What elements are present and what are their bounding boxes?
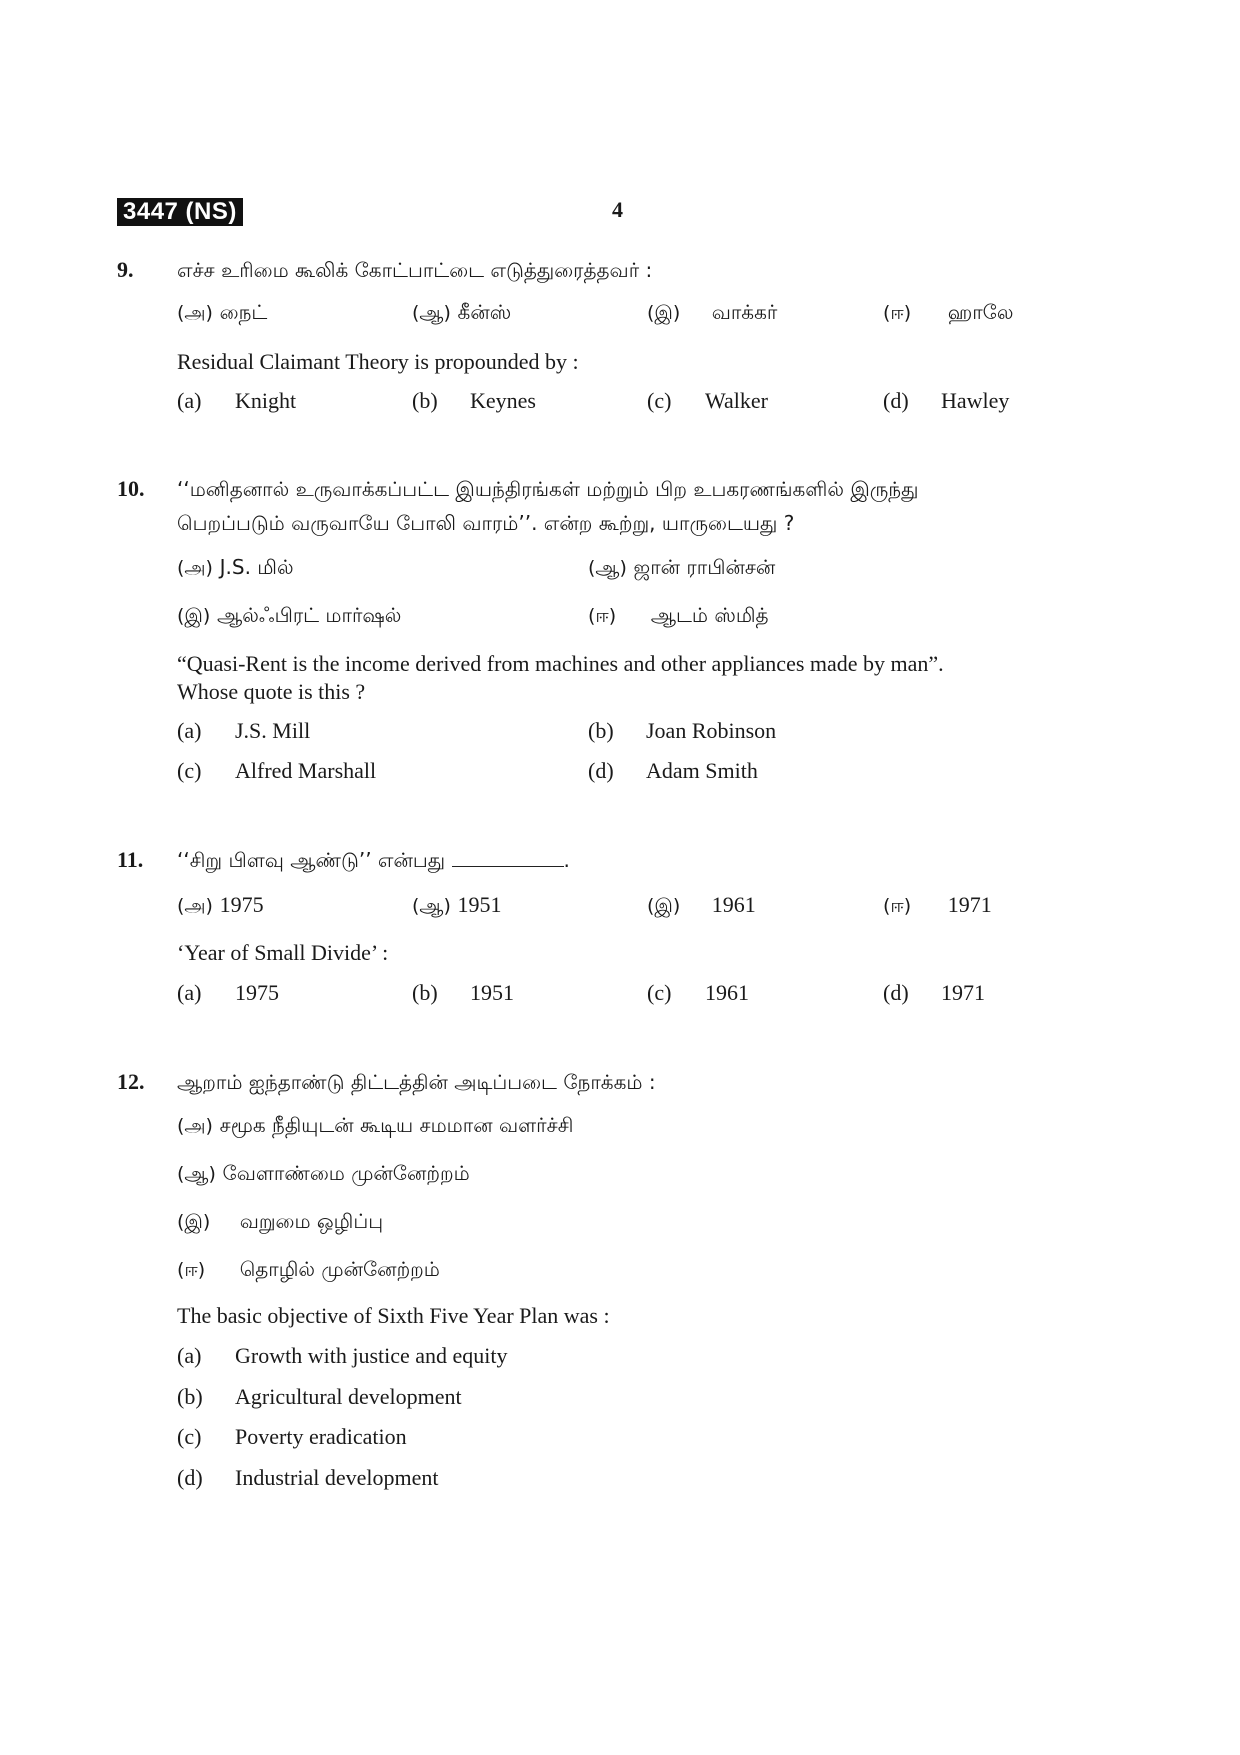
option-english-a xyxy=(177,718,310,744)
question-number: 10. xyxy=(117,476,145,501)
question-number: 11. xyxy=(117,847,144,872)
option-english-b xyxy=(588,718,776,744)
option-label: (அ) xyxy=(177,302,213,324)
option-english-b xyxy=(177,1384,462,1410)
option-label: (ஆ) xyxy=(177,1163,216,1185)
question-text-english: Residual Claimant Theory is propounded by : xyxy=(177,349,579,374)
option-tamil-a xyxy=(177,892,264,920)
option-english-c xyxy=(177,1424,407,1450)
question-text-english: ‘Year of Small Divide’ : xyxy=(177,940,389,965)
option-text: சமூக நீதியுடன் கூடிய சமமான வளர்ச்சி xyxy=(219,1113,574,1137)
option-label: (d) xyxy=(883,388,909,413)
option-label: (ஈ) xyxy=(883,302,912,324)
question-text-tamil-line2: பெறப்படும் வருவாயே போலி வாரம்’’. என்ற கூற்று, யாருடையது ? xyxy=(177,511,795,535)
option-text: Agricultural development xyxy=(235,1384,462,1409)
option-text: Joan Robinson xyxy=(646,718,777,743)
option-text: Industrial development xyxy=(235,1465,439,1490)
option-text: நைட் xyxy=(219,300,268,324)
option-english-a xyxy=(177,388,296,414)
option-text: 1961 xyxy=(711,892,756,917)
option-english-c xyxy=(647,980,749,1006)
option-label: (a) xyxy=(177,980,202,1005)
option-tamil-b xyxy=(412,892,502,920)
option-text: 1971 xyxy=(941,980,985,1005)
option-label: (ஈ) xyxy=(883,895,912,917)
option-tamil-c xyxy=(177,1209,383,1236)
option-text: ஆடம் ஸ்மித் xyxy=(650,603,769,627)
option-text: ஜான் ராபின்சன் xyxy=(633,555,776,579)
option-label: (a) xyxy=(177,718,202,743)
option-text: Knight xyxy=(235,388,297,413)
option-text: 1961 xyxy=(705,980,749,1005)
option-text: Alfred Marshall xyxy=(235,758,377,783)
option-label: (அ) xyxy=(177,895,213,917)
option-label: (b) xyxy=(177,1384,203,1409)
question-text-tamil-end: . xyxy=(563,848,570,872)
option-tamil-c xyxy=(647,892,756,920)
option-text: வாக்கர் xyxy=(711,300,778,324)
option-text: Adam Smith xyxy=(646,758,758,783)
question-number: 12. xyxy=(117,1069,145,1094)
option-text: 1951 xyxy=(457,892,502,917)
option-tamil-d xyxy=(177,1257,440,1284)
option-text: Keynes xyxy=(470,388,536,413)
option-label: (c) xyxy=(647,980,672,1005)
option-label: (c) xyxy=(647,388,672,413)
option-label: (d) xyxy=(177,1465,203,1490)
option-tamil-c xyxy=(647,300,777,327)
question-text-english: The basic objective of Sixth Five Year Plan was : xyxy=(177,1303,610,1328)
option-text: ஹாலே xyxy=(947,300,1014,324)
option-english-d xyxy=(883,980,985,1006)
option-text: J.S. Mill xyxy=(235,718,311,743)
option-tamil-b xyxy=(412,300,511,327)
question-text-tamil-line1: ‘‘மனிதனால் உருவாக்கப்பட்ட இயந்திரங்கள் மற்றும் பிற உபகரணங்களில் இருந்து xyxy=(177,477,919,501)
option-text: கீன்ஸ் xyxy=(457,300,512,324)
option-tamil-b xyxy=(588,555,775,582)
option-english-b xyxy=(412,980,514,1006)
option-tamil-a xyxy=(177,300,267,327)
option-text: ஆல்ஃபிரட் மார்ஷல் xyxy=(217,603,402,627)
fill-in-blank xyxy=(452,848,564,867)
question-text-tamil: ஆறாம் ஐந்தாண்டு திட்டத்தின் அடிப்படை நோக்கம் : xyxy=(177,1070,656,1094)
option-label: (a) xyxy=(177,388,202,413)
option-label: (அ) xyxy=(177,557,213,579)
option-english-b xyxy=(412,388,536,414)
option-label: (d) xyxy=(883,980,909,1005)
option-label: (ஆ) xyxy=(412,302,451,324)
option-tamil-b xyxy=(177,1161,470,1188)
option-label: (b) xyxy=(412,388,438,413)
option-label: (b) xyxy=(588,718,614,743)
option-tamil-d xyxy=(588,603,769,630)
option-text: 1951 xyxy=(470,980,514,1005)
page-number: 4 xyxy=(612,197,623,222)
option-tamil-d xyxy=(883,300,1013,327)
option-label: (ஈ) xyxy=(588,605,617,627)
question-text-tamil: எச்ச உரிமை கூலிக் கோட்பாட்டை எடுத்துரைத்தவர் : xyxy=(177,258,653,282)
option-label: (b) xyxy=(412,980,438,1005)
option-text: J.S. மில் xyxy=(219,555,294,579)
option-text: 1971 xyxy=(947,892,992,917)
option-label: (அ) xyxy=(177,1115,213,1137)
option-tamil-a xyxy=(177,1113,573,1140)
option-tamil-d xyxy=(883,892,992,920)
option-english-c xyxy=(177,758,376,784)
option-english-d xyxy=(883,388,1009,414)
option-tamil-a xyxy=(177,555,294,582)
question-text-tamil-main: ‘‘சிறு பிளவு ஆண்டு’’ என்பது xyxy=(177,848,446,872)
option-label: (இ) xyxy=(647,302,681,324)
option-label: (இ) xyxy=(177,605,211,627)
option-label: (இ) xyxy=(647,895,681,917)
option-text: Poverty eradication xyxy=(235,1424,407,1449)
option-text: Growth with justice and equity xyxy=(235,1343,508,1368)
option-text: வறுமை ஒழிப்பு xyxy=(239,1209,384,1233)
option-text: தொழில் முன்னேற்றம் xyxy=(239,1257,440,1281)
option-english-a xyxy=(177,980,279,1006)
option-english-a xyxy=(177,1343,508,1369)
option-english-d xyxy=(588,758,758,784)
option-text: Walker xyxy=(705,388,768,413)
question-text-english-line2: Whose quote is this ? xyxy=(177,679,366,704)
option-text: Hawley xyxy=(941,388,1010,413)
option-english-c xyxy=(647,388,768,414)
option-label: (இ) xyxy=(177,1211,211,1233)
option-text: வேளாண்மை முன்னேற்றம் xyxy=(222,1161,470,1185)
question-text-tamil xyxy=(177,843,1097,877)
question-number: 9. xyxy=(117,257,134,282)
option-text: 1975 xyxy=(235,980,279,1005)
option-label: (a) xyxy=(177,1343,202,1368)
option-label: (d) xyxy=(588,758,614,783)
option-tamil-c xyxy=(177,603,401,630)
option-text: 1975 xyxy=(219,892,264,917)
option-english-d xyxy=(177,1465,438,1491)
option-label: (ஈ) xyxy=(177,1259,206,1281)
option-label: (ஆ) xyxy=(412,895,451,917)
option-label: (c) xyxy=(177,1424,202,1449)
option-label: (ஆ) xyxy=(588,557,627,579)
paper-code-badge: 3447 (NS) xyxy=(117,198,243,226)
option-label: (c) xyxy=(177,758,202,783)
question-text-english-line1: “Quasi-Rent is the income derived from machines and other appliances made by man”. xyxy=(177,651,944,676)
